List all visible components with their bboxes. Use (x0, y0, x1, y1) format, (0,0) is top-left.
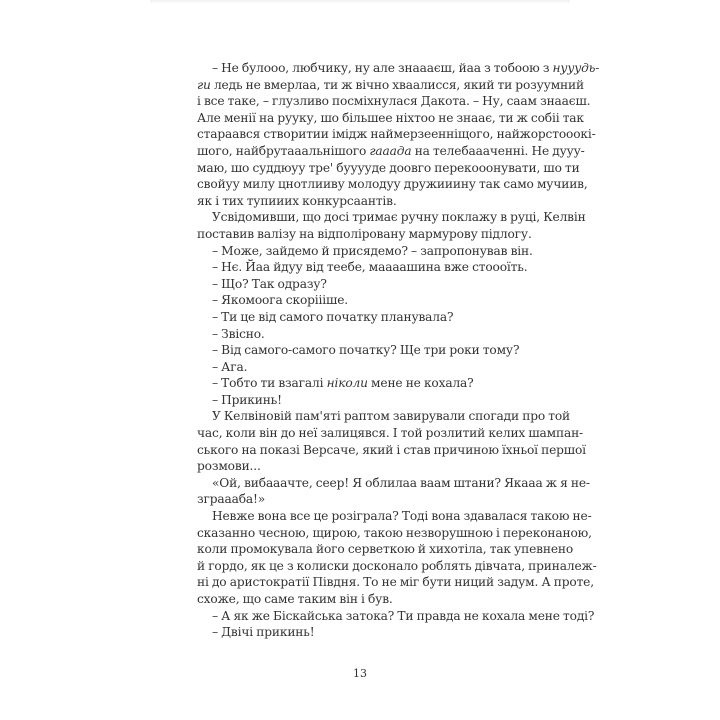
text-line: схоже, що саме таким він і був. (197, 592, 393, 606)
text-line: – Двічі прикинь! (212, 625, 315, 640)
text-line: – Прикинь! (212, 392, 282, 407)
text-line: Але менії на рууку, шо більшее ніхтоо не знаає, ти ж собіі так (197, 110, 584, 125)
text-line: свойуу милу цнотлииву молодуу дружииину так само мучиив, (197, 177, 588, 192)
text-line: – Може, зайдемо й присядемо? – запропонував він. (212, 243, 533, 258)
text-line: ні до аристократії Півдня. То не міг бути ниций задум. А проте, (197, 575, 594, 590)
page-edge-shadow (150, 0, 570, 4)
text-line: сказанно чесною, щирою, такою незворушною і переконаною, (197, 525, 592, 540)
text-line: стараався створитии імідж наймерзеенніщого, найжорстооокі- (197, 127, 596, 142)
page-number: 13 (353, 667, 367, 680)
text-line: й гордо, як це з колиски досконало роблять дівчата, приналеж- (197, 558, 597, 573)
text-line: зграааба!» (197, 492, 266, 507)
text-line: ського на показі Версаче, який і став причиною їхньої першої (197, 442, 586, 457)
text-line: коли промокувала його серветкою й хихотіла, так упевнено (197, 542, 574, 557)
text-line: і все таке, – глузливо посміхнулася Дакота. – Ну, саам знааєш. (197, 94, 591, 109)
text-line: як і тих тупииих конкурсаантів. (197, 193, 397, 208)
text-line: час, коли він до неї залицявся. І той розлитий келих шампан- (197, 426, 584, 441)
text-line: – Не булооо, любчику, ну але знаааєш, йаа з тобоою з нууудь- (212, 61, 600, 75)
text-line: – Якомоога скоріііше. (212, 293, 348, 308)
text-line: шого, найбрутааальнішого гааада на телебаааченні. Не дууу- (197, 143, 585, 158)
text-line: Невже вона все це розіграла? Тоді вона здавалася такою не- (212, 509, 592, 524)
text-line: У Келвіновій пам'яті раптом завирували спогади про той (212, 409, 571, 424)
body-text (197, 60, 600, 641)
text-line: – Ага. (212, 359, 248, 374)
text-line: – Тобто ти взагалі ніколи мене не кохала? (212, 376, 474, 391)
text-line: – Нє. Йаа йдуу від теебе, маааашина вже стоооїть. (212, 260, 528, 275)
text-line: поставив валізу на відполіровану мармурову підлогу. (197, 226, 532, 241)
text-line: – Ти це від самого початку планувала? (212, 309, 454, 324)
text-line: маю, шо суддюуу тре' бууууде доовго перекооонувати, шо ти (197, 160, 580, 175)
text-line: – Від самого-самого початку? Ще три роки тому? (212, 343, 520, 358)
text-line: ги ледь не вмерлаа, ти ж вічно хваалисся, який ти розуумний (197, 77, 584, 92)
text-line: Усвідомивши, що досі тримає ручну поклажу в руці, Келвін (212, 210, 586, 225)
text-line: розмови... (197, 459, 261, 474)
text-line: – Звісно. (212, 326, 265, 341)
text-line: «Ой, вибааачте, сеер! Я облилаа ваам штани? Якааа ж я не- (212, 475, 590, 490)
text-line: – Що? Так одразу? (212, 276, 327, 291)
text-line: – А як же Біскайська затока? Ти правда не кохала мене тоді? (212, 608, 595, 623)
